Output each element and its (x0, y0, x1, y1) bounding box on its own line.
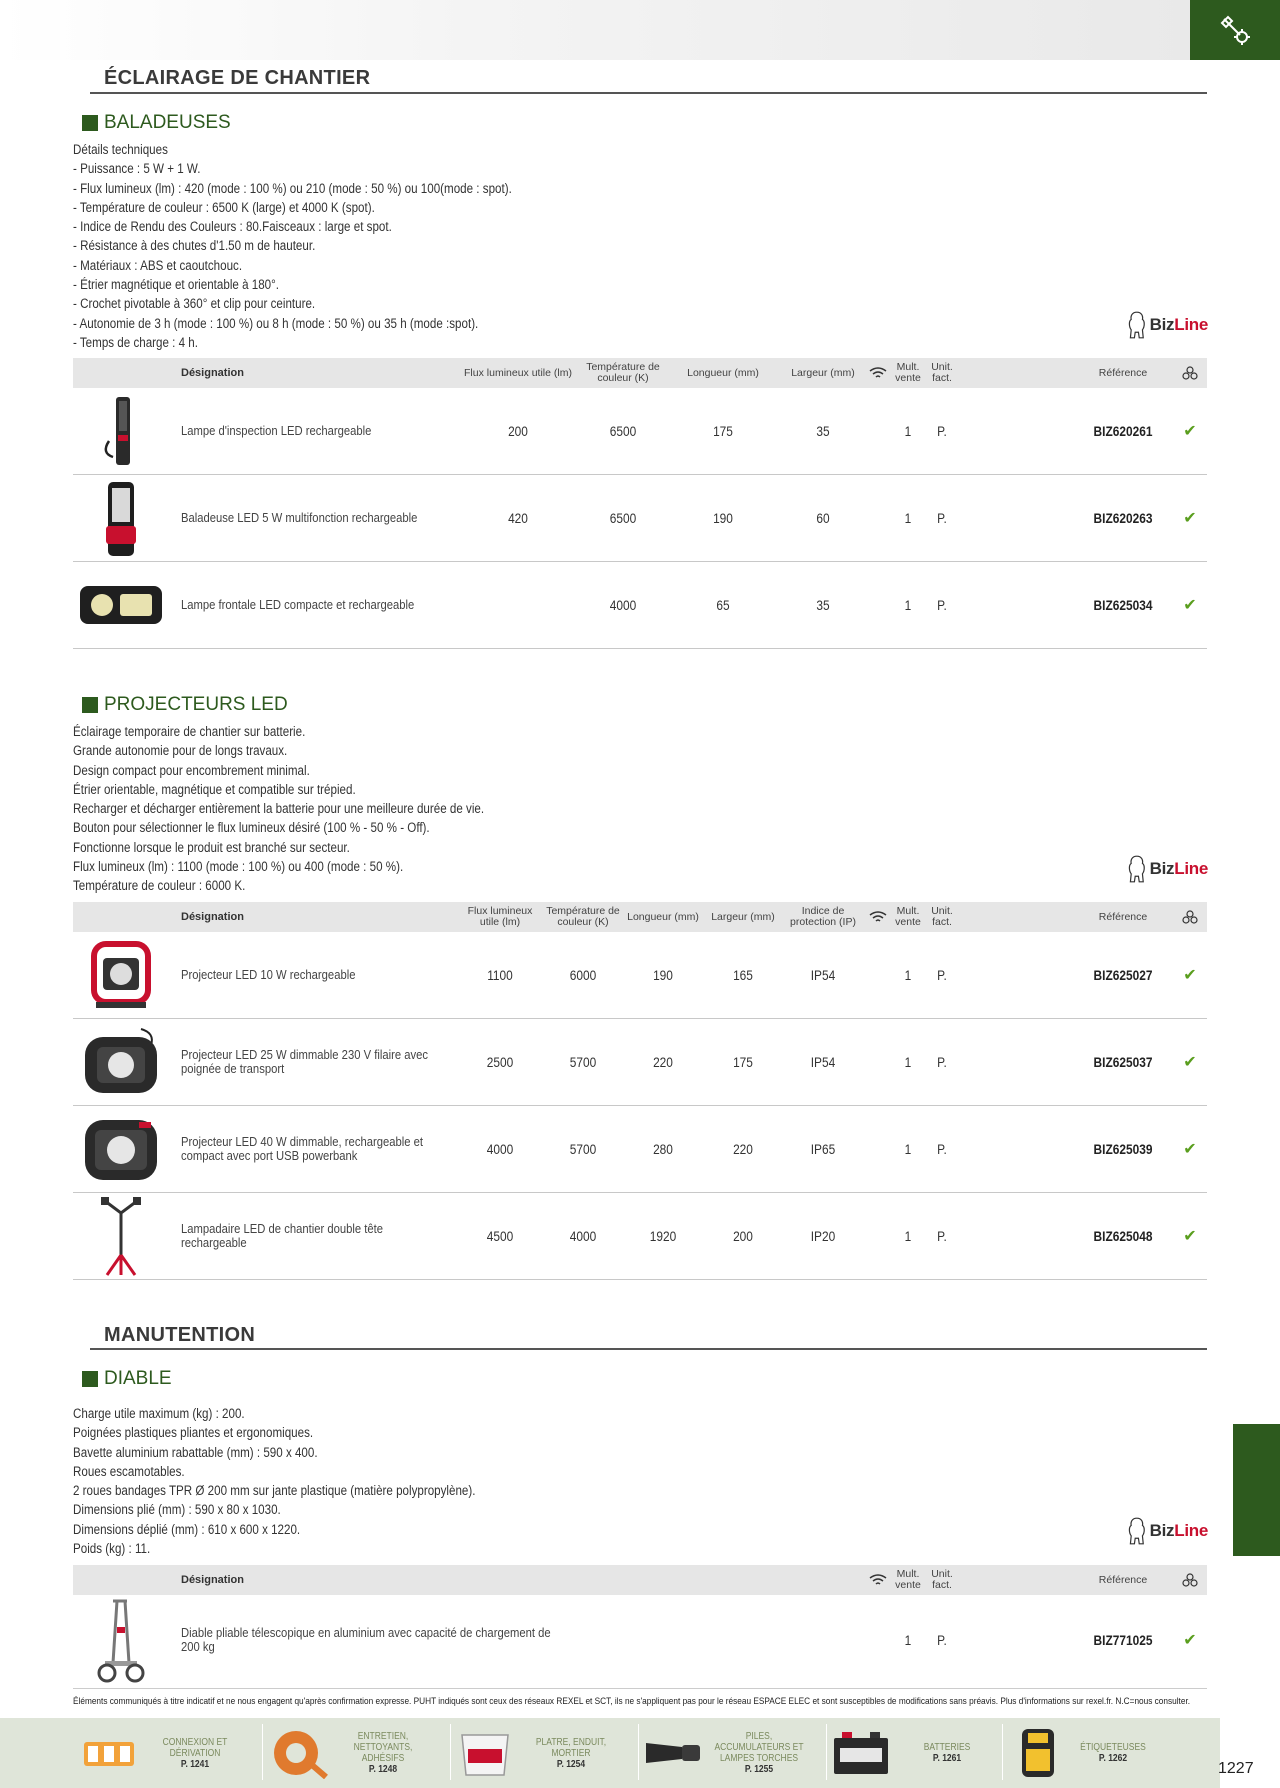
check-icon: ✔ (1183, 1228, 1197, 1245)
desc-line: Bavette aluminium rabattable (mm) : 590 x 400. (73, 1444, 318, 1460)
cell-reference[interactable]: BIZ771025 (1093, 1632, 1153, 1648)
footer-separator (826, 1724, 827, 1780)
desc-line: Bouton pour sélectionner le flux lumineux désiré (100 % - 50 % - Off). (73, 820, 430, 836)
footer-label: PLATRE, ENDUIT, MORTIER (535, 1736, 607, 1759)
header-longueur: Longueur (mm) (627, 910, 699, 923)
floodlight-black-icon (79, 1025, 163, 1099)
header-mult: Mult. vente (895, 1568, 921, 1591)
desc-line: Poignées plastiques pliantes et ergonomiques. (73, 1425, 314, 1441)
check-icon: ✔ (1183, 1141, 1197, 1158)
tape-roll-icon (266, 1727, 328, 1779)
page-number: 1227 (1218, 1760, 1254, 1777)
table-row[interactable] (73, 388, 1207, 475)
product-designation: Projecteur LED 25 W dimmable 230 V filaire avec poignée de transport (181, 1048, 428, 1076)
desc-line: Étrier orientable, magnétique et compatible sur trépied. (73, 781, 356, 797)
cell-temp: 6500 (609, 510, 637, 526)
cell-unit: P. (937, 423, 947, 439)
cell-unit: P. (937, 597, 947, 613)
table-row[interactable] (73, 1106, 1207, 1193)
footer-separator (450, 1724, 451, 1780)
cell-longueur: 65 (716, 597, 730, 613)
inspection-lamp-icon (91, 391, 151, 471)
label-printer-icon (1018, 1725, 1058, 1781)
header-mult: Mult. vente (895, 361, 921, 384)
product-thumb (73, 1193, 168, 1279)
stock-icon (1182, 910, 1198, 924)
product-designation: Projecteur LED 10 W rechargeable (181, 968, 356, 982)
desc-line: - Étrier magnétique et orientable à 180°. (73, 277, 280, 293)
headlamp-icon (76, 580, 166, 630)
product-thumb (73, 1106, 168, 1192)
desc-line: - Indice de Rendu des Couleurs : 80.Faisceaux : large et spot. (73, 219, 392, 235)
header-reference: Référence (1098, 910, 1148, 923)
table-row[interactable] (73, 562, 1207, 649)
desc-line: Flux lumineux (lm) : 1100 (mode : 100 %) ou 400 (mode : 50 %). (73, 859, 404, 875)
bizline-wordmark: BizLine (1149, 859, 1208, 878)
table-row[interactable] (73, 932, 1207, 1019)
check-icon: ✔ (1183, 423, 1197, 440)
cell-ip: IP65 (810, 1141, 836, 1157)
header-stock (1173, 1565, 1207, 1595)
product-designation: Projecteur LED 40 W dimmable, rechargeable et compact avec port USB powerbank (181, 1135, 424, 1163)
cell-largeur: 35 (816, 423, 830, 439)
stock-icon (1182, 366, 1198, 380)
product-designation: Diable pliable télescopique en aluminium avec capacité de chargement de 200 kg (181, 1626, 551, 1654)
cell-temp: 6000 (569, 967, 597, 983)
cell-longueur: 190 (713, 510, 733, 526)
desc-line: 2 roues bandages TPR Ø 200 mm sur jante plastique (matière polypropylène). (73, 1483, 476, 1499)
footer-page: P. 1262 (1098, 1753, 1128, 1764)
footer-link-entretien[interactable] (266, 1724, 448, 1782)
footer-label: ÉTIQUETEUSES (1080, 1742, 1146, 1753)
cell-reference[interactable]: BIZ625039 (1093, 1141, 1153, 1157)
cell-longueur: 280 (653, 1141, 673, 1157)
wifi-icon (869, 367, 887, 379)
bizline-wordmark: BizLine (1149, 315, 1208, 334)
subsection-title-diable (82, 1368, 172, 1390)
side-tab[interactable] (1233, 1424, 1280, 1556)
check-icon: ✔ (1183, 1632, 1197, 1649)
work-light-icon (91, 478, 151, 558)
header-wifi (863, 1565, 893, 1595)
connector-icon (78, 1730, 140, 1776)
cell-reference[interactable]: BIZ625027 (1093, 967, 1153, 983)
bucket-icon (454, 1727, 516, 1779)
header-flux: Flux lumineux utile (lm) (467, 905, 533, 928)
footer-separator (262, 1724, 263, 1780)
cell-longueur: 220 (653, 1054, 673, 1070)
cell-largeur: 60 (816, 510, 830, 526)
table-row[interactable] (73, 475, 1207, 562)
tripod-lamp-icon (91, 1195, 151, 1277)
cell-ip: IP54 (810, 967, 836, 983)
header-longueur: Longueur (mm) (687, 366, 759, 379)
subsection-label: PROJECTEURS LED (104, 694, 288, 715)
cell-ip: IP54 (810, 1054, 836, 1070)
product-designation: Lampe frontale LED compacte et rechargeable (181, 598, 415, 612)
desc-line: Design compact pour encombrement minimal. (73, 762, 310, 778)
header-mult: Mult. vente (895, 905, 921, 928)
check-icon: ✔ (1183, 597, 1197, 614)
divider (73, 1688, 1207, 1689)
footer-page: P. 1255 (744, 1764, 774, 1775)
square-bullet-icon (82, 697, 98, 713)
cell-ip: IP20 (810, 1228, 836, 1244)
cell-mult: 1 (904, 1632, 912, 1648)
footer-label: ENTRETIEN, NETTOYANTS, ADHÉSIFS (353, 1731, 413, 1764)
desc-line: - Autonomie de 3 h (mode : 100 %) ou 8 h (mode : 50 %) ou 35 h (mode :spot). (73, 315, 479, 331)
cell-unit: P. (937, 1632, 947, 1648)
cell-flux: 200 (508, 423, 528, 439)
diable-description (73, 1404, 475, 1558)
bear-mascot-icon (1128, 851, 1146, 887)
desc-line: - Puissance : 5 W + 1 W. (73, 161, 201, 177)
footer-label: CONNEXION ET DÉRIVATION (162, 1736, 228, 1759)
desc-line: Température de couleur : 6000 K. (73, 878, 246, 894)
cell-reference[interactable]: BIZ625048 (1093, 1228, 1153, 1244)
baladeuses-description (73, 140, 512, 352)
cell-mult: 1 (904, 1054, 912, 1070)
header-designation: Désignation (181, 1573, 244, 1586)
footer-page: P. 1241 (180, 1758, 210, 1770)
footer-label: PILES, ACCUMULATEURS ET LAMPES TORCHES (714, 1731, 804, 1764)
disclaimer-text: Éléments communiqués à titre indicatif et ne nous engagent qu'après confirmation expresse. PUHT indiqués sont ceux des réseaux REXEL et SCT, ils ne s'appliquent pas pour le réseau ESPACE ELEC et sont susceptibles de modifications sans préavis. Plus d'informations sur rexel.fr. N.C=nous consulter. (73, 1696, 1191, 1707)
header-designation: Désignation (181, 366, 244, 379)
cell-largeur: 175 (733, 1054, 753, 1070)
header-temp: Température de couleur (K) (586, 361, 660, 384)
subsection-title-projecteurs (82, 694, 288, 716)
cell-flux: 1100 (487, 967, 513, 983)
cell-mult: 1 (904, 1141, 912, 1157)
cell-mult: 1 (904, 597, 912, 613)
desc-line: - Matériaux : ABS et caoutchouc. (73, 257, 243, 273)
footer-link-connexion[interactable] (78, 1724, 260, 1782)
footer-link-batteries[interactable] (830, 1724, 1012, 1782)
header-flux: Flux lumineux utile (lm) (464, 366, 572, 379)
desc-line: - Temps de charge : 4 h. (73, 334, 198, 350)
desc-line: - Résistance à des chutes d'1.50 m de hauteur. (73, 238, 316, 254)
header-reference: Référence (1098, 1573, 1148, 1586)
footer-page: P. 1248 (368, 1764, 398, 1775)
bizline-logo (1128, 850, 1208, 888)
cell-unit: P. (937, 1228, 947, 1244)
product-thumb (73, 562, 168, 648)
header-largeur: Largeur (mm) (791, 366, 855, 379)
cell-flux: 2500 (486, 1054, 514, 1070)
header-unit: Unit. fact. (931, 905, 953, 928)
header-unit: Unit. fact. (931, 1568, 953, 1591)
bizline-logo (1128, 1512, 1208, 1550)
cell-mult: 1 (904, 1228, 912, 1244)
cell-flux (471, 562, 565, 648)
desc-line: Dimensions plié (mm) : 590 x 80 x 1030. (73, 1502, 281, 1518)
header-stock (1173, 358, 1207, 388)
top-band (0, 0, 1190, 60)
product-thumb (73, 932, 168, 1018)
desc-line: Détails techniques (73, 142, 168, 157)
wifi-icon (869, 911, 887, 923)
battery-icon (830, 1728, 892, 1778)
section-rule (90, 92, 1207, 94)
desc-line: Charge utile maximum (kg) : 200. (73, 1406, 245, 1421)
cell-reference[interactable]: BIZ620261 (1093, 423, 1153, 439)
product-designation: Baladeuse LED 5 W multifonction rechargeable (181, 511, 418, 525)
check-icon: ✔ (1183, 967, 1197, 984)
bear-mascot-icon (1128, 1513, 1146, 1549)
stock-icon (1182, 1573, 1198, 1587)
cell-longueur: 175 (713, 423, 733, 439)
flashlight-icon (642, 1733, 704, 1773)
cell-reference[interactable]: BIZ625037 (1093, 1054, 1153, 1070)
square-bullet-icon (82, 115, 98, 131)
cell-temp: 5700 (569, 1054, 597, 1070)
floodlight-red-icon (86, 938, 156, 1012)
footer-separator (638, 1724, 639, 1780)
footer-link-piles[interactable] (642, 1724, 824, 1782)
footer-page: P. 1254 (556, 1758, 586, 1770)
table-row[interactable] (73, 1019, 1207, 1106)
cell-longueur: 190 (653, 967, 673, 983)
header-designation: Désignation (181, 910, 244, 923)
product-thumb (73, 475, 168, 561)
cell-unit: P. (937, 510, 947, 526)
category-tab[interactable] (1190, 0, 1280, 60)
desc-line: Recharger et décharger entièrement la batterie pour une meilleure durée de vie. (73, 801, 485, 817)
header-unit: Unit. fact. (931, 361, 953, 384)
desc-line: Fonctionne lorsque le produit est branché sur secteur. (73, 839, 350, 855)
cell-flux: 4500 (486, 1228, 514, 1244)
header-reference: Référence (1098, 366, 1148, 379)
cell-largeur: 200 (733, 1228, 753, 1244)
desc-line: Grande autonomie pour de longs travaux. (73, 743, 288, 759)
cell-flux: 420 (508, 510, 528, 526)
desc-line: Poids (kg) : 11. (73, 1541, 151, 1557)
cell-reference[interactable]: BIZ625034 (1093, 597, 1153, 613)
check-icon: ✔ (1183, 1054, 1197, 1071)
bizline-wordmark: BizLine (1149, 1521, 1208, 1540)
header-largeur: Largeur (mm) (711, 910, 775, 923)
header-ip: Indice de protection (IP) (790, 905, 856, 928)
cell-temp: 4000 (609, 597, 637, 613)
product-thumb (73, 1595, 168, 1685)
tools-icon (1218, 13, 1252, 47)
header-stock (1173, 902, 1207, 932)
section-rule (90, 1348, 1207, 1350)
bizline-logo (1128, 306, 1208, 344)
cell-temp: 4000 (569, 1228, 597, 1244)
product-thumb (73, 388, 168, 474)
cell-mult: 1 (904, 510, 912, 526)
cell-unit: P. (937, 1054, 947, 1070)
header-wifi (863, 358, 893, 388)
table-row[interactable] (73, 1595, 1207, 1687)
desc-line: Roues escamotables. (73, 1463, 185, 1479)
cell-mult: 1 (904, 967, 912, 983)
footer-link-platre[interactable] (454, 1724, 636, 1782)
cell-temp: 6500 (609, 423, 637, 439)
cell-largeur: 165 (733, 967, 753, 983)
square-bullet-icon (82, 1371, 98, 1387)
hand-truck-icon (91, 1597, 151, 1683)
wifi-icon (869, 1574, 887, 1586)
cell-unit: P. (937, 967, 947, 983)
footer-separator (1002, 1724, 1003, 1780)
cell-mult: 1 (904, 423, 912, 439)
cell-largeur: 220 (733, 1141, 753, 1157)
desc-line: - Crochet pivotable à 360° et clip pour ceinture. (73, 296, 316, 312)
projecteurs-table-header (73, 902, 1207, 932)
floodlight-compact-icon (79, 1112, 163, 1186)
footer-page: P. 1261 (932, 1753, 962, 1764)
footer-link-etiqueteuses[interactable] (1018, 1724, 1200, 1782)
subsection-title-baladeuses (82, 112, 231, 134)
cell-flux: 4000 (486, 1141, 514, 1157)
section-title-manutention: MANUTENTION (104, 1324, 256, 1346)
footer-label: BATTERIES (923, 1742, 971, 1753)
header-wifi (863, 902, 893, 932)
cell-longueur: 1920 (649, 1228, 677, 1244)
baladeuses-table-header (73, 358, 1207, 388)
desc-line: - Température de couleur : 6500 K (large) et 4000 K (spot). (73, 199, 375, 215)
cell-reference[interactable]: BIZ620263 (1093, 510, 1153, 526)
cell-temp: 5700 (569, 1141, 597, 1157)
diable-table-header (73, 1565, 1207, 1595)
header-temp: Température de couleur (K) (546, 905, 620, 928)
bear-mascot-icon (1128, 307, 1146, 343)
product-designation: Lampe d'inspection LED rechargeable (181, 424, 372, 438)
cell-largeur: 35 (816, 597, 830, 613)
cell-unit: P. (937, 1141, 947, 1157)
subsection-label: DIABLE (104, 1368, 172, 1389)
product-thumb (73, 1019, 168, 1105)
desc-line: Dimensions déplié (mm) : 610 x 600 x 1220. (73, 1521, 301, 1537)
product-designation: Lampadaire LED de chantier double tête rechargeable (181, 1222, 384, 1250)
desc-line: Éclairage temporaire de chantier sur batterie. (73, 724, 306, 739)
table-row[interactable] (73, 1193, 1207, 1280)
projecteurs-description (73, 722, 484, 896)
check-icon: ✔ (1183, 510, 1197, 527)
section-title-eclairage: ÉCLAIRAGE DE CHANTIER (104, 67, 371, 89)
desc-line: - Flux lumineux (lm) : 420 (mode : 100 %) ou 210 (mode : 50 %) ou 100(mode : spot). (73, 180, 512, 196)
subsection-label: BALADEUSES (104, 112, 231, 133)
